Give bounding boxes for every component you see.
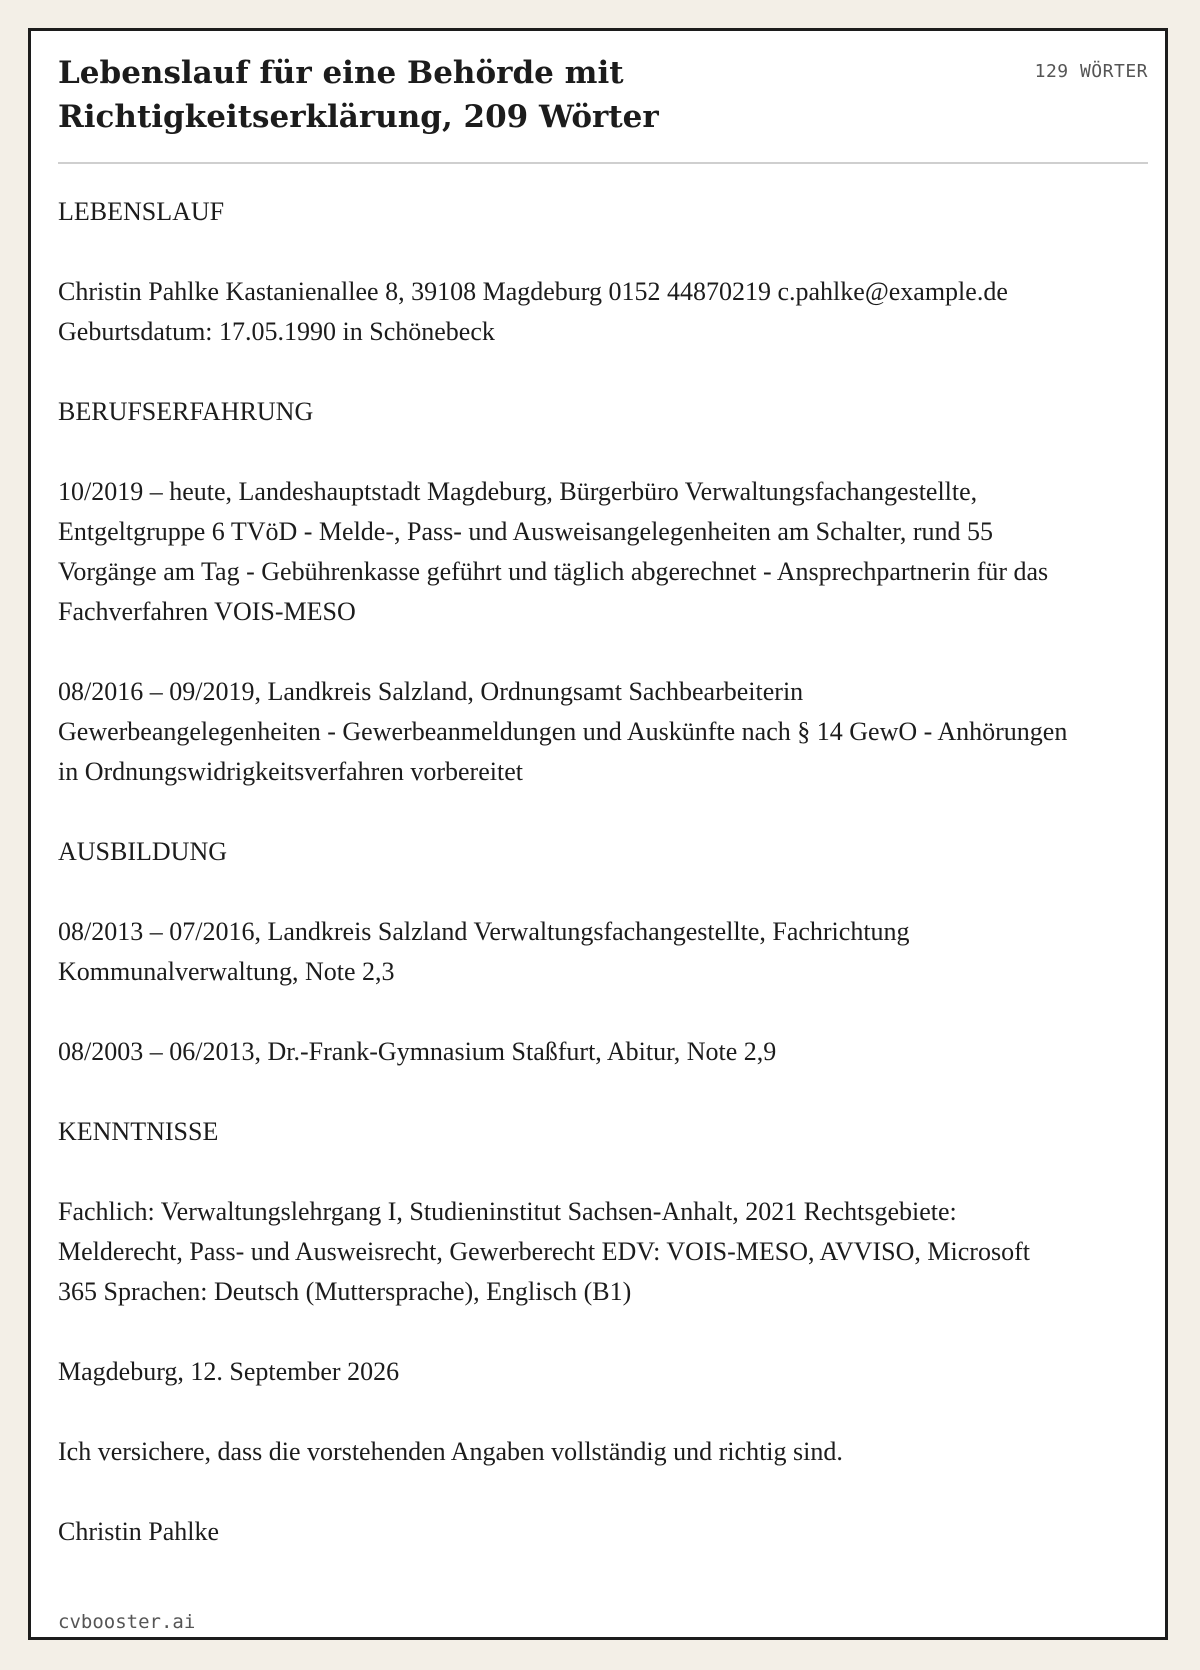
document-body — [58, 192, 1068, 1552]
contact-details: Christin Pahlke Kastanienallee 8, 39108 Magdeburg 0152 44870219 c.pahlke@example.de Geburtsdatum: 17.05.1990 in Schönebeck — [58, 277, 1008, 346]
document-header — [58, 51, 1148, 139]
education-entry: 08/2013 – 07/2016, Landkreis Salzland Verwaltungsfachangestellte, Fachrichtung Kommunalverwaltung, Note 2,3 — [58, 917, 910, 986]
section-heading-lebenslauf: LEBENSLAUF — [58, 197, 225, 226]
declaration-statement: Ich versichere, dass die vorstehenden Angaben vollständig und richtig sind. — [58, 1437, 843, 1466]
place-and-date: Magdeburg, 12. September 2026 — [58, 1357, 400, 1386]
signature-name: Christin Pahlke — [58, 1517, 220, 1546]
skills-paragraph: Fachlich: Verwaltungslehrgang I, Studieninstitut Sachsen-Anhalt, 2021 Rechtsgebiete: Melderecht, Pass- und Ausweisrecht, Gewerberecht EDV: VOIS-MESO, AVVISO, Microsoft 365 Sprachen: Deutsch (Muttersprache), Englisch (B1) — [58, 1197, 1030, 1306]
section-heading-ausbildung: AUSBILDUNG — [58, 837, 227, 866]
document-card — [28, 28, 1168, 1640]
experience-entry: 08/2016 – 09/2019, Landkreis Salzland, Ordnungsamt Sachbearbeiterin Gewerbeangelegenheiten - Gewerbeanmeldungen und Auskünfte nach § 14 GewO - Anhörungen in Ordnungswidrigkeitsverfahren vorbereitet — [58, 677, 1068, 786]
document-title: Lebenslauf für eine Behörde mit Richtigkeitserklärung, 209 Wörter — [58, 55, 659, 135]
education-entry: 08/2003 – 06/2013, Dr.-Frank-Gymnasium Staßfurt, Abitur, Note 2,9 — [58, 1037, 777, 1066]
footer-brand: cvbooster.ai — [58, 1611, 196, 1633]
word-count-label: 129 WÖRTER — [1034, 61, 1148, 82]
section-heading-kenntnisse: KENNTNISSE — [58, 1117, 219, 1146]
section-heading-berufserfahrung: BERUFSERFAHRUNG — [58, 397, 314, 426]
header-divider — [58, 162, 1148, 164]
experience-entry: 10/2019 – heute, Landeshauptstadt Magdeburg, Bürgerbüro Verwaltungsfachangestellte, Entgeltgruppe 6 TVöD - Melde-, Pass- und Ausweisangelegenheiten am Schalter, rund 55 Vorgänge am Tag - Gebührenkasse geführt und täglich abgerechnet - Ansprechpartnerin für das Fachverfahren VOIS-MESO — [58, 477, 1049, 626]
